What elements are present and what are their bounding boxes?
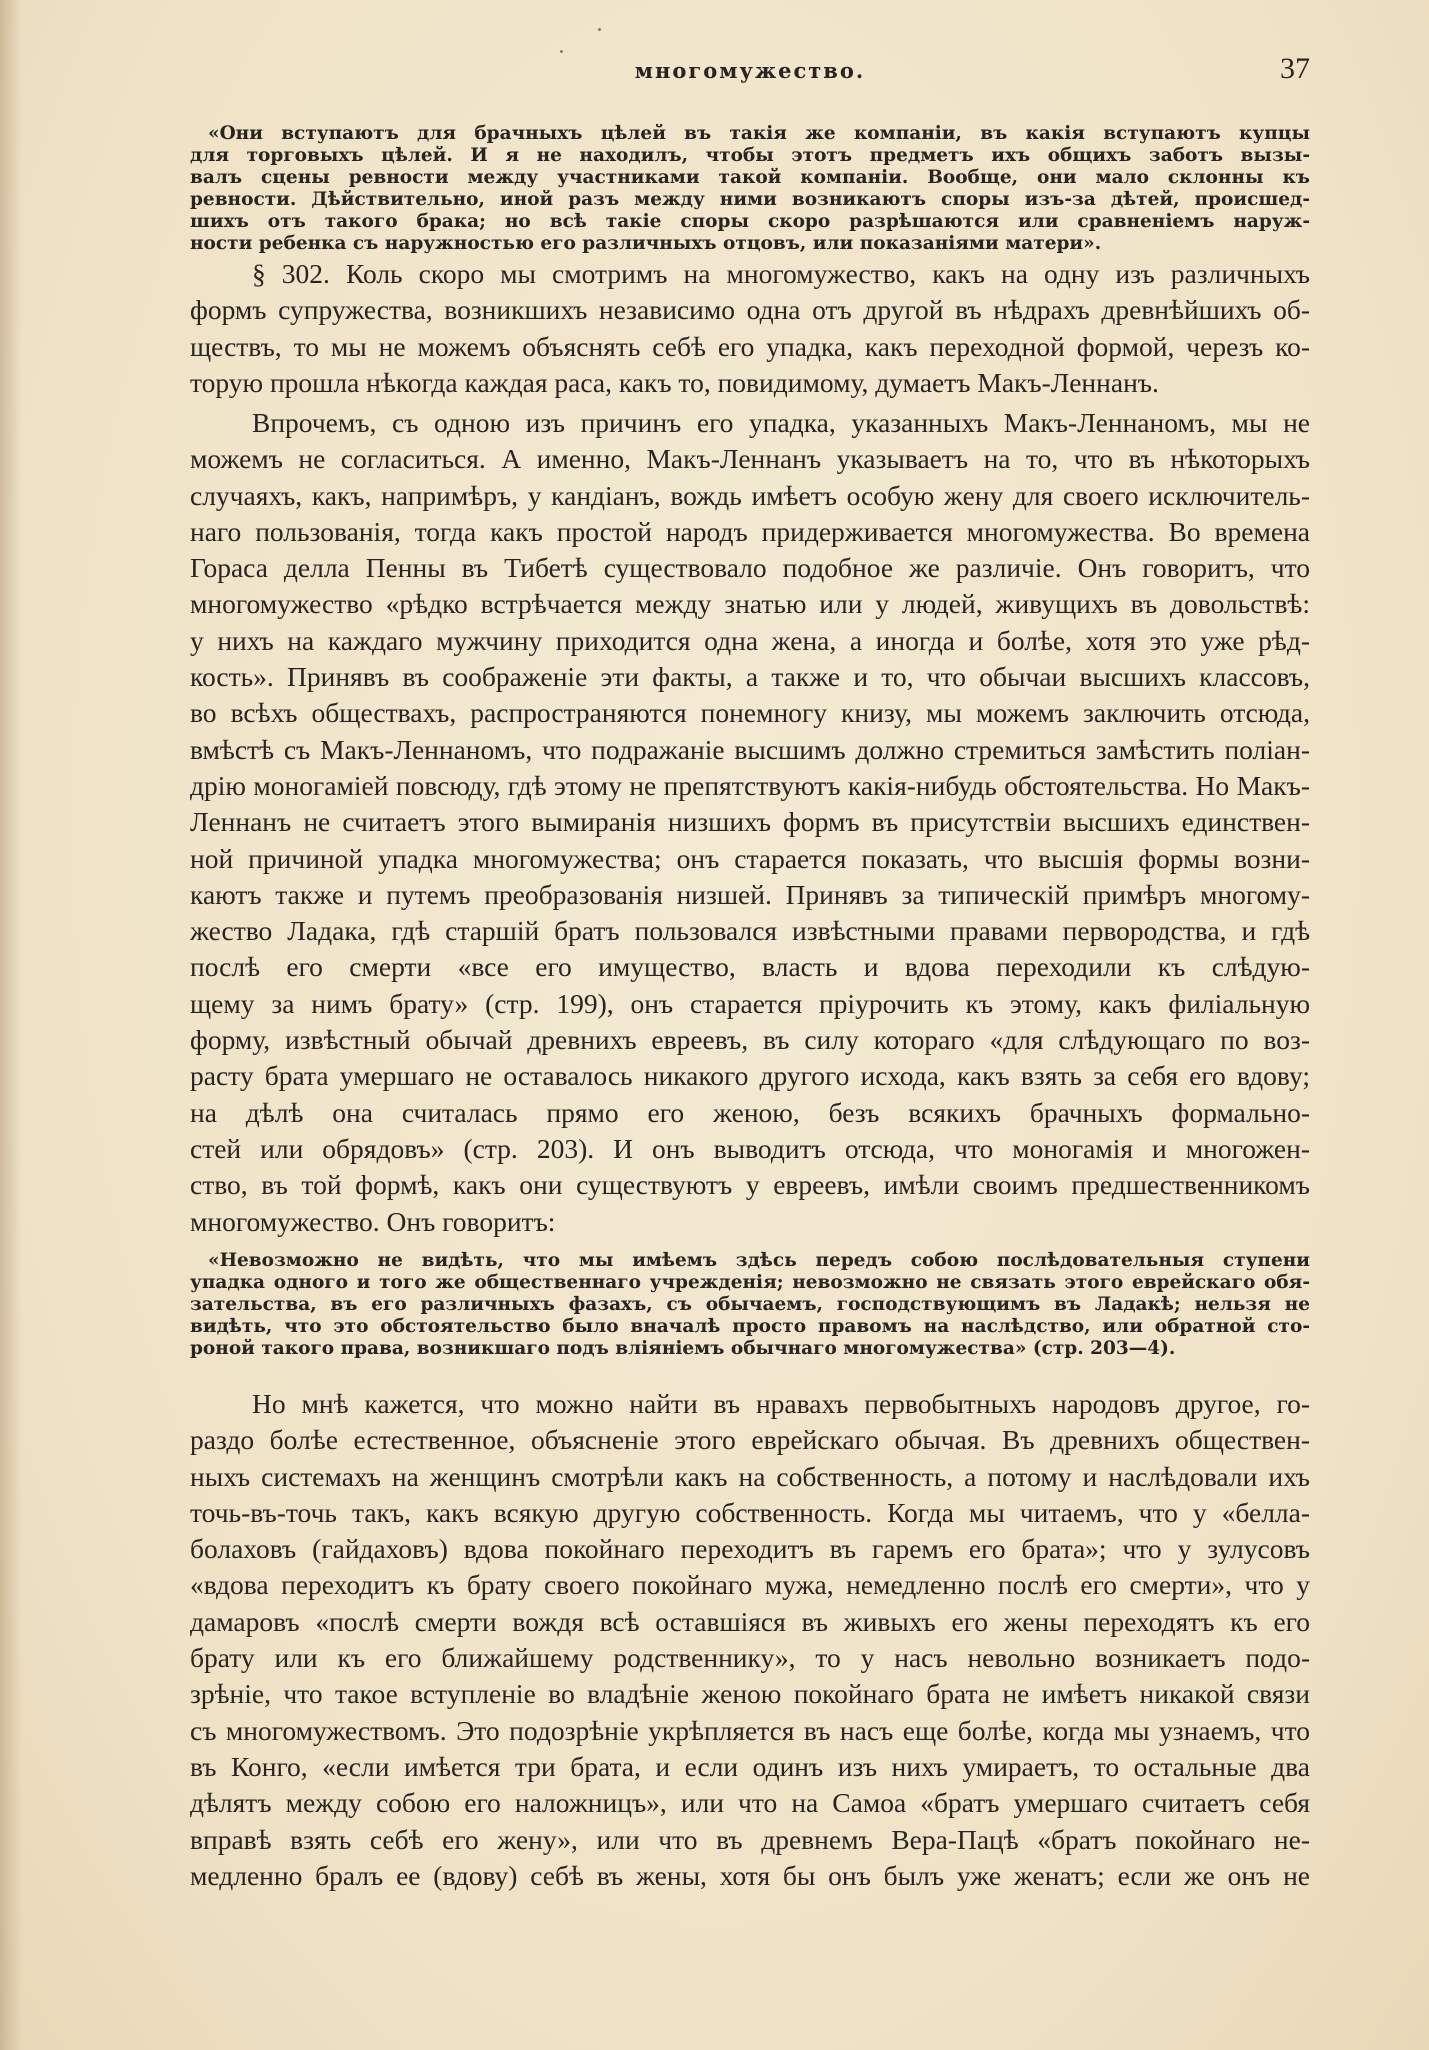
- text-line: ности ребенка съ наружностью его различныхъ отцовъ, или показаніями матери».: [190, 233, 1102, 254]
- text-line: многомужество. Онъ говоритъ:: [190, 1205, 556, 1237]
- quote-mclennan: [190, 1250, 1310, 1360]
- text-line: дрію моногаміей повсюду, гдѣ этому не препятствуютъ какія-нибудь обстоятельства. Но Макъ-: [190, 769, 1310, 801]
- text-line: форму, извѣстный обычай древнихъ евреевъ, въ силу котораго «для слѣдующаго по воз-: [190, 1024, 1310, 1056]
- text-line: дѣлятъ между собою его наложницъ», или что на Самоа «братъ умершаго считаетъ себя: [190, 1787, 1310, 1819]
- text-line: шихъ отъ такого брака; но всѣ такіе споры скоро разрѣшаются или сравненіемъ наруж-: [190, 211, 1310, 232]
- text-line: ныхъ системахъ на женщинъ смотрѣли какъ на собственность, а потому и наслѣдовали ихъ: [190, 1460, 1310, 1492]
- text-line: Гораса делла Пенны въ Тибетѣ существовало подобное же различіе. Онъ говоритъ, что: [190, 552, 1310, 584]
- scan-shadow: [0, 0, 22, 2050]
- text-line: многомужество «рѣдко встрѣчается между знатью или у людей, живущихъ въ довольствѣ:: [190, 588, 1310, 620]
- text-line: щему за нимъ брату» (стр. 199), онъ старается пріурочить къ этому, какъ филіальную: [190, 987, 1310, 1019]
- text-line: медленно бралъ ее (вдову) себѣ въ жены, хотя бы онъ былъ уже женатъ; если же онъ не: [190, 1859, 1310, 1891]
- text-line: упадка одного и того же общественнаго учрежденія; невозможно не связать этого еврейскаго обя-: [190, 1272, 1310, 1293]
- text-line: наго пользованія, тогда какъ простой народъ придерживается многомужества. Во времена: [190, 515, 1310, 547]
- page-number: 37: [1280, 52, 1310, 85]
- text-line: торую прошла нѣкогда каждая раса, какъ то, повидимому, думаетъ Макъ-Леннанъ.: [190, 366, 1159, 398]
- paragraph-explanation: [190, 1386, 1310, 1894]
- text-line: ство, въ той формѣ, какъ они существуютъ у евреевъ, имѣли своимъ предшественникомъ: [190, 1169, 1310, 1201]
- text-line: дамаровъ «послѣ смерти вождя всѣ оставшіяся въ живыхъ его жены переходятъ къ его: [190, 1605, 1310, 1637]
- text-line: зательства, въ его различныхъ фазахъ, съ обычаемъ, господствующимъ въ Ладакѣ; нельзя не: [190, 1294, 1310, 1315]
- text-line: случаяхъ, какъ, напримѣръ, у кандіанъ, вождь имѣетъ особую жену для своего исключитель-: [190, 479, 1310, 511]
- text-line: точь-въ-точь такъ, какъ всякую другую собственность. Когда мы читаемъ, что у «белла-: [190, 1496, 1310, 1528]
- text-line: Впрочемъ, съ одною изъ причинъ его упадка, указанныхъ Макъ-Леннаномъ, мы не: [252, 407, 1310, 438]
- text-line: для торговыхъ цѣлей. И я не находилъ, чтобы этотъ предметъ ихъ общихъ заботъ вызы-: [190, 145, 1310, 166]
- text-line: видѣть, что это обстоятельство было вначалѣ просто правомъ на наслѣдство, или обратной сто-: [190, 1316, 1310, 1337]
- text-line: у нихъ на каждаго мужчину приходится одна жена, а иногда и болѣе, хотя это уже рѣд-: [190, 624, 1310, 656]
- paragraph-mclennan: [190, 405, 1310, 1240]
- text-line: послѣ его смерти «все его имущество, власть и вдова переходили къ слѣдую-: [190, 951, 1310, 983]
- quote-kandians: [190, 123, 1310, 255]
- scan-speck: [598, 28, 601, 31]
- text-line: § 302. Коль скоро мы смотримъ на многомужество, какъ на одну изъ различныхъ: [252, 258, 1310, 289]
- text-line: брату или къ его ближайшему родственнику», то у насъ невольно возникаетъ подо-: [190, 1642, 1310, 1674]
- text-line: формъ супружества, возникшихъ независимо одна отъ другой въ нѣдрахъ древнѣйшихъ об-: [190, 294, 1310, 326]
- text-line: Леннанъ не считаетъ этого вымиранія низшихъ формъ въ присутствіи высшихъ единствен-: [190, 806, 1310, 838]
- text-line: каютъ также и путемъ преобразованія низшей. Принявъ за типическій примѣръ многому-: [190, 878, 1310, 910]
- text-line: болаховъ (гайдаховъ) вдова покойнаго переходитъ въ гаремъ его брата»; что у зулусовъ: [190, 1533, 1310, 1565]
- text-line: можемъ не согласиться. А именно, Макъ-Леннанъ указываетъ на то, что въ нѣкоторыхъ: [190, 443, 1310, 475]
- text-line: Но мнѣ кажется, что можно найти въ нравахъ первобытныхъ народовъ другое, го-: [252, 1388, 1310, 1419]
- text-line: во всѣхъ обществахъ, распространяются понемногу книзу, мы можемъ заключить отсюда,: [190, 697, 1310, 729]
- text-line: роной такого права, возникшаго подъ вліяніемъ обычнаго многомужества» (стр. 203—4).: [190, 1338, 1176, 1359]
- text-line: кость». Принявъ въ соображеніе эти факты, а также и то, что обычаи высшихъ классовъ,: [190, 661, 1310, 693]
- text-line: на дѣлѣ она считалась прямо его женою, безъ всякихъ брачныхъ формально-: [190, 1096, 1310, 1128]
- text-line: ной причиной упадка многомужества; онъ старается показать, что высшія формы возни-: [190, 842, 1310, 874]
- text-line: съ многомужествомъ. Это подозрѣніе укрѣпляется въ насъ еще болѣе, когда мы узнаемъ, что: [190, 1714, 1310, 1746]
- text-line: расту брата умершаго не оставалось никакого другого исхода, какъ взять за себя его вдову;: [190, 1060, 1310, 1092]
- paragraph-302: [190, 256, 1310, 401]
- running-title: многомужество.: [634, 58, 866, 83]
- text-line: стей или обрядовъ» (стр. 203). И онъ выводитъ отсюда, что моногамія и многожен-: [190, 1132, 1310, 1164]
- text-line: зрѣніе, что такое вступленіе во владѣніе женою покойнаго брата не имѣетъ никакой связи: [190, 1678, 1310, 1710]
- text-line: ревности. Дѣйствительно, иной разъ между ними возникаютъ споры изъ-за дѣтей, происшед-: [190, 189, 1310, 210]
- text-line: раздо болѣе естественное, объясненіе этого еврейскаго обычая. Въ древнихъ обществен-: [190, 1424, 1310, 1456]
- text-line: «Они вступаютъ для брачныхъ цѣлей въ такія же компаніи, въ какія вступаютъ купцы: [208, 123, 1310, 144]
- text-line: ществъ, то мы не можемъ объяснять себѣ его упадка, какъ переходной формой, черезъ ко-: [190, 330, 1310, 362]
- text-line: валъ сцены ревности между участниками такой компаніи. Вообще, они мало склонны къ: [190, 167, 1310, 188]
- text-line: въ Конго, «если имѣется три брата, и если одинъ изъ нихъ умираетъ, то остальные два: [190, 1750, 1310, 1782]
- text-line: жество Ладака, гдѣ старшій братъ пользовался извѣстными правами первородства, и гдѣ: [190, 915, 1310, 947]
- text-line: вмѣстѣ съ Макъ-Леннаномъ, что подражаніе высшимъ должно стремиться замѣстить поліан-: [190, 733, 1310, 765]
- running-head: [190, 52, 1310, 92]
- text-line: вправѣ взять себѣ его жену», или что въ древнемъ Вера-Пацѣ «братъ покойнаго не-: [190, 1823, 1310, 1855]
- text-line: «вдова переходитъ къ брату своего покойнаго мужа, немедленно послѣ его смерти», что у: [190, 1569, 1310, 1601]
- scan-speck: [560, 50, 563, 53]
- text-line: «Невозможно не видѣть, что мы имѣемъ здѣсь передъ собою послѣдовательныя ступени: [208, 1250, 1310, 1271]
